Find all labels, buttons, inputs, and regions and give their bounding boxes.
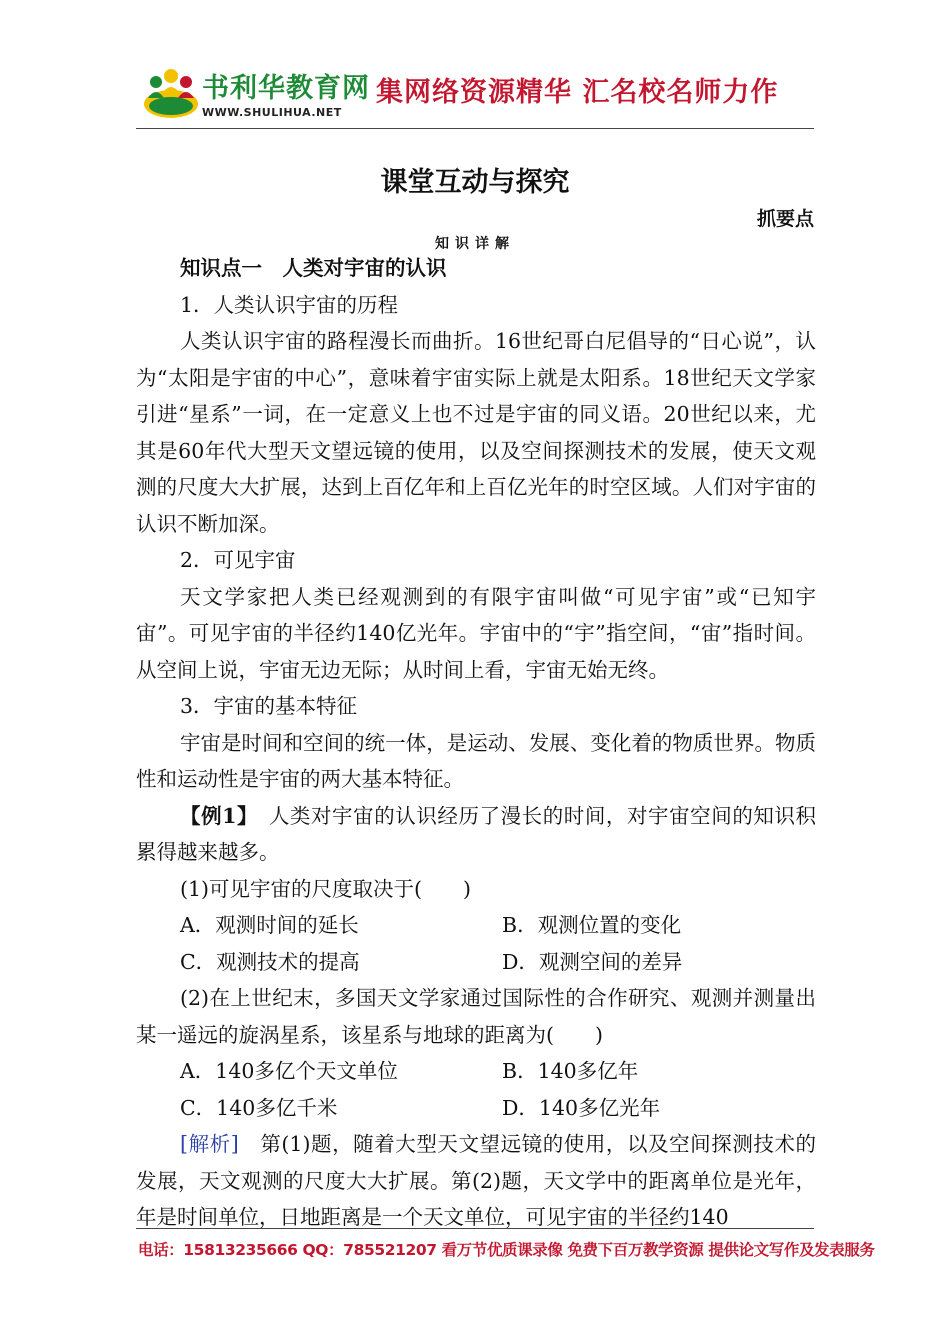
question-2: (2)在上世纪末，多国天文学家通过国际性的合作研究、观测并测量出某一遥远的旋涡星系，该星系与地球的距离为( ) bbox=[136, 986, 816, 1047]
subheading-1: 1．人类认识宇宙的历程 bbox=[180, 292, 399, 317]
example-label: 【例1】 bbox=[180, 803, 248, 828]
page-title: 课堂互动与探究 bbox=[380, 167, 570, 198]
section-tag: 抓要点 bbox=[756, 208, 814, 230]
logo-url[interactable]: WWW.SHULIHUA.NET bbox=[202, 106, 342, 119]
q2-options-row-1 bbox=[136, 1053, 816, 1090]
q1-option-c: C．观测技术的提高 bbox=[180, 949, 360, 974]
q1-options-row-2 bbox=[136, 944, 816, 981]
analysis-label: [解析] bbox=[180, 1132, 239, 1156]
footer-divider bbox=[136, 1228, 814, 1229]
analysis-body: 第(1)题，随着大型天文望远镜的使用，以及空间探测技术的发展，天文观测的尺度大大扩展。第(2)题，天文学中的距离单位是光年，年是时间单位，日地距离是一个天文单位，可见宇宙的半径约140 bbox=[136, 1132, 817, 1229]
q2-option-c: C．140多亿千米 bbox=[180, 1095, 338, 1120]
header-slogan: 集网络资源精华 汇名校名师力作 bbox=[376, 77, 779, 108]
logo-icon bbox=[142, 64, 200, 122]
q2-options-row-2 bbox=[136, 1090, 816, 1127]
sub-tag: 知识详解 bbox=[435, 236, 515, 252]
site-header bbox=[136, 62, 814, 128]
q1-option-d: D．观测空间的差异 bbox=[502, 949, 683, 974]
paragraph-3: 宇宙是时间和空间的统一体，是运动、发展、变化着的物质世界。物质性和运动性是宇宙的两大基本特征。 bbox=[136, 730, 816, 791]
question-1: (1)可见宇宙的尺度取决于( ) bbox=[180, 876, 472, 901]
document-body bbox=[136, 250, 816, 1236]
paragraph-2: 天文学家把人类已经观测到的有限宇宙叫做“可见宇宙”或“已知宇宙”。可见宇宙的半径约140亿光年。宇宙中的“宇”指空间，“宙”指时间。从空间上说，宇宙无边无际；从时间上看，宇宙无始无终。 bbox=[136, 584, 816, 682]
logo-name: 书利华教育网 bbox=[202, 73, 370, 104]
subheading-2: 2．可见宇宙 bbox=[180, 548, 296, 572]
section-heading: 知识点一 人类对宇宙的认识 bbox=[180, 256, 447, 280]
q1-option-a: A．观测时间的延长 bbox=[180, 913, 359, 937]
paragraph-1: 人类认识宇宙的路程漫长而曲折。16世纪哥白尼倡导的“日心说”，认为“太阳是宇宙的中心”，意味着宇宙实际上就是太阳系。18世纪天文学家引进“星系”一词，在一定意义上也不过是宇宙的同义语。20世纪以来，尤其是60年代大型天文望远镜的使用，以及空间探测技术的发展，使天文观测的尺度大大扩展，达到上百亿年和上百亿光年的时空区域。人们对宇宙的认识不断加深。 bbox=[136, 329, 816, 536]
subheading-3: 3．宇宙的基本特征 bbox=[180, 694, 358, 718]
example-body: 人类对宇宙的认识经历了漫长的时间，对宇宙空间的知识积累得越来越多。 bbox=[136, 803, 817, 864]
header-divider bbox=[136, 128, 814, 129]
q1-option-b: B．观测位置的变化 bbox=[502, 913, 682, 937]
q2-option-a: A．140多亿个天文单位 bbox=[180, 1059, 398, 1083]
q2-option-b: B．140多亿年 bbox=[502, 1059, 639, 1083]
example-paragraph bbox=[136, 798, 816, 871]
q1-options-row-1 bbox=[136, 907, 816, 944]
analysis-paragraph bbox=[136, 1126, 816, 1236]
q2-option-d: D．140多亿光年 bbox=[502, 1095, 661, 1120]
footer-contact: 电话：15813235666 QQ：785521207 看万节优质课录像 免费下百万教学资源 提供论文写作及发表服务 bbox=[138, 1241, 875, 1259]
